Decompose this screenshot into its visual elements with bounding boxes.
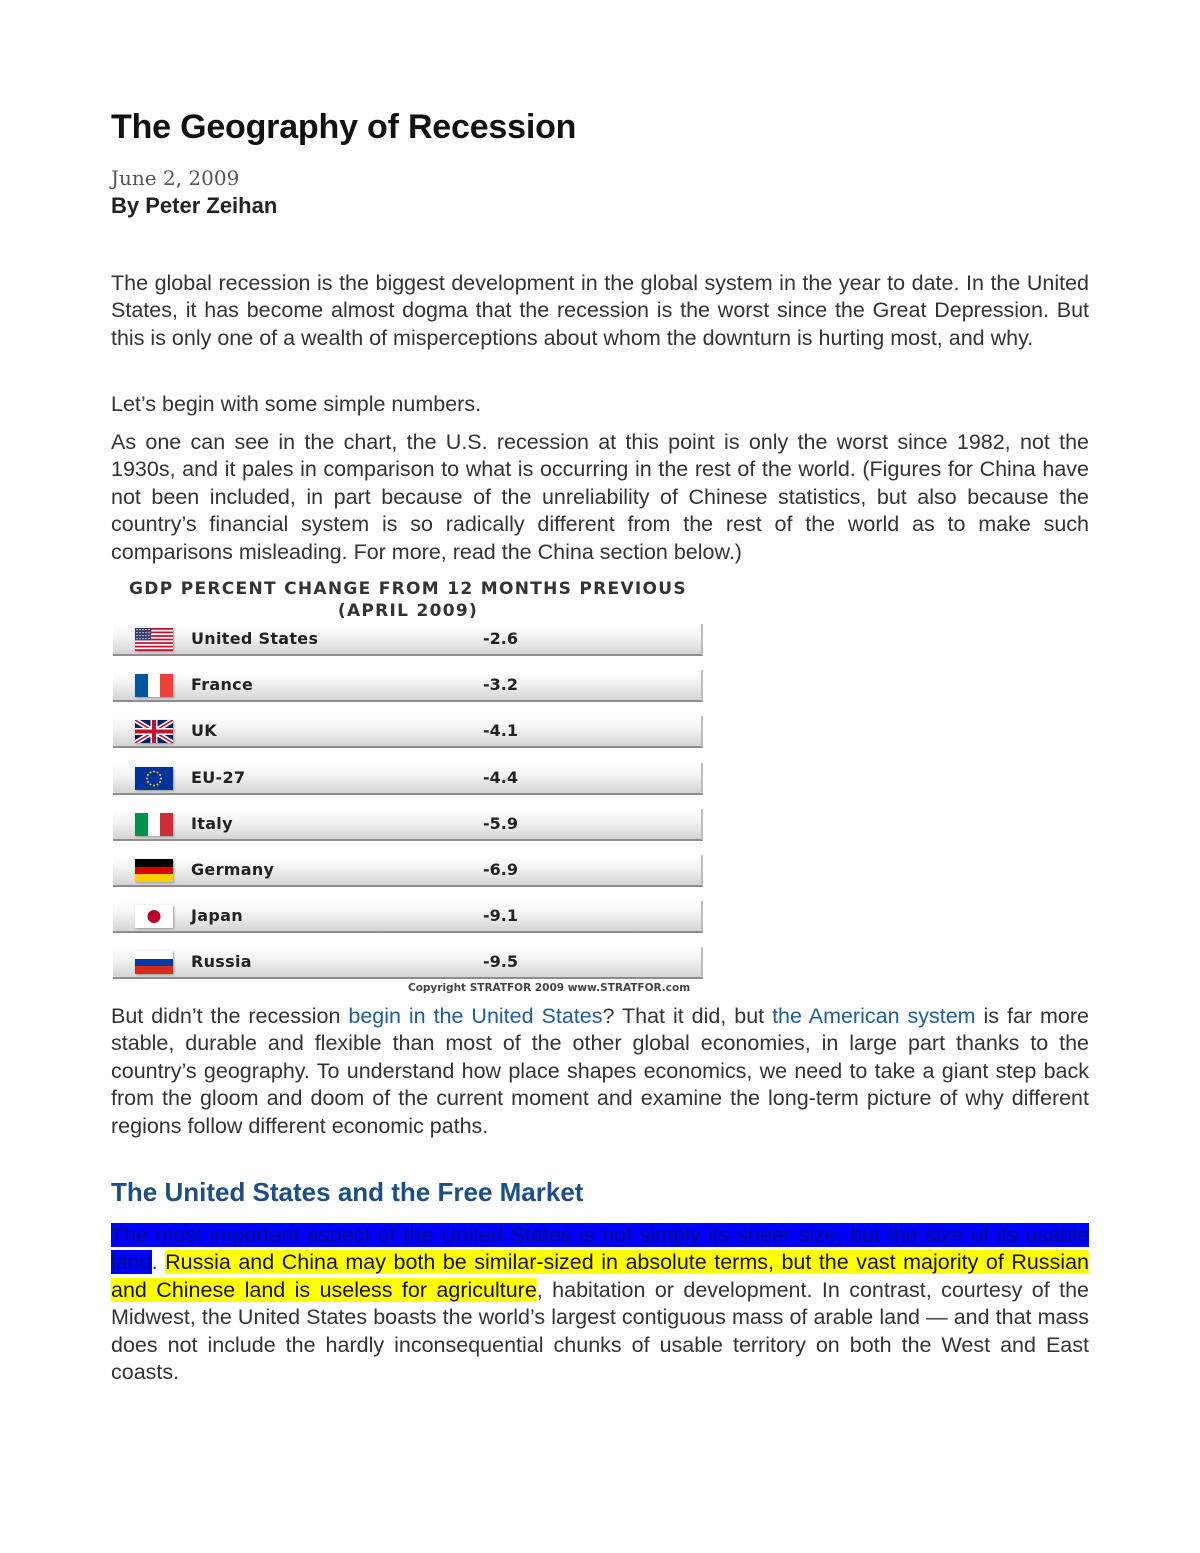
chart-rows bbox=[113, 624, 703, 994]
chart-gdp-value: -3.2 bbox=[483, 675, 518, 695]
article-byline: By Peter Zeihan bbox=[111, 193, 278, 218]
chart-country-label: Russia bbox=[191, 952, 252, 972]
chart-gdp-value: -6.9 bbox=[483, 859, 518, 879]
chart-country-label: Japan bbox=[191, 906, 243, 926]
france-flag bbox=[135, 674, 173, 697]
paragraph-american-system bbox=[111, 1003, 1089, 1140]
paragraph-usable-land bbox=[111, 1222, 1089, 1386]
chart-country-label: EU-27 bbox=[191, 767, 246, 787]
paragraph-intro: The global recession is the biggest development in the global system in the year to date. In the United States, it has become almost dogma that the recession is the worst since the Great Depression. But this is only one of a wealth of misperceptions about whom the downturn is hurting most, and why. bbox=[111, 271, 1089, 350]
article-date: June 2, 2009 bbox=[111, 166, 240, 190]
chart-gdp-value: -4.4 bbox=[483, 767, 518, 787]
chart-row bbox=[113, 763, 703, 795]
italy-flag bbox=[135, 813, 173, 836]
link-american-system[interactable]: the American system bbox=[772, 1004, 976, 1028]
chart-row bbox=[113, 901, 703, 933]
eu-flag bbox=[135, 767, 173, 790]
chart-row bbox=[113, 855, 703, 887]
chart-gdp-value: -2.6 bbox=[483, 629, 518, 648]
highlight-yellow-text: Russia and China may both be similar-sized in absolute terms, but the vast majority of Russian and Chinese land is useless for agriculture bbox=[111, 1250, 1089, 1302]
germany-flag bbox=[135, 859, 173, 882]
chart-gdp-value: -5.9 bbox=[483, 813, 518, 833]
gdp-chart-table bbox=[111, 574, 711, 999]
p4-text-a: But didn’t the recession bbox=[111, 1004, 349, 1028]
japan-flag bbox=[135, 905, 173, 928]
chart-country-label: Italy bbox=[191, 813, 233, 833]
chart-country-label: UK bbox=[191, 721, 217, 741]
chart-title-line1: GDP PERCENT CHANGE FROM 12 MONTHS PREVIOUS bbox=[129, 579, 687, 599]
highlight-blue-text: The most important aspect of the United States is not simply its sheer size, but the size of its usable land bbox=[111, 1223, 1089, 1275]
us-flag bbox=[135, 628, 173, 651]
link-begin-in-united-states[interactable]: begin in the United States bbox=[348, 1004, 603, 1028]
chart-row bbox=[113, 624, 703, 656]
chart-country-label: France bbox=[191, 675, 254, 695]
chart-row bbox=[113, 716, 703, 748]
p4-text-b: ? That it did, but bbox=[602, 1004, 773, 1028]
article-title: The Geography of Recession bbox=[111, 108, 577, 146]
chart-gdp-value: -9.5 bbox=[483, 952, 518, 972]
chart-row bbox=[113, 809, 703, 841]
chart-country-label: United States bbox=[191, 629, 319, 648]
chart-gdp-value: -9.1 bbox=[483, 906, 518, 926]
chart-row bbox=[113, 670, 703, 702]
chart-row bbox=[113, 947, 703, 979]
paragraph-numbers: Let’s begin with some simple numbers. bbox=[111, 392, 482, 416]
chart-title-line2: (APRIL 2009) bbox=[337, 601, 479, 621]
p5-rest: , habitation or development. In contrast, courtesy of the Midwest, the United States boasts the world’s largest contiguous mass of arable land — and that mass does not include the hardly inconsequential chunks of usable territory on both the West and East coasts. bbox=[111, 1277, 1089, 1385]
chart-copyright: Copyright STRATFOR 2009 www.STRATFOR.com bbox=[408, 982, 691, 994]
chart-country-label: Germany bbox=[191, 859, 275, 879]
chart-gdp-value: -4.1 bbox=[483, 721, 518, 741]
p5-dot: . bbox=[151, 1250, 166, 1275]
p4-text-c: is far more stable, durable and flexible than most of the other global economies, in large part thanks to the country’s geography. To understand how place shapes economics, we need to take a giant step back from the gloom and doom of the current moment and examine the long-term picture of why different regions follow different economic paths. bbox=[111, 1004, 1090, 1138]
section-heading: The United States and the Free Market bbox=[111, 1177, 584, 1207]
russia-flag bbox=[135, 951, 173, 974]
paragraph-chart-intro: As one can see in the chart, the U.S. recession at this point is only the worst since 1982, not the 1930s, and it pales in comparison to what is occurring in the rest of the world. (Figures for China have not been included, in part because of the unreliability of Chinese statistics, but also because the country’s financial system is so radically different from the rest of the world as to make such comparisons misleading. For more, read the China section below.) bbox=[111, 430, 1089, 564]
uk-flag bbox=[135, 720, 173, 743]
chart-title bbox=[111, 578, 705, 622]
